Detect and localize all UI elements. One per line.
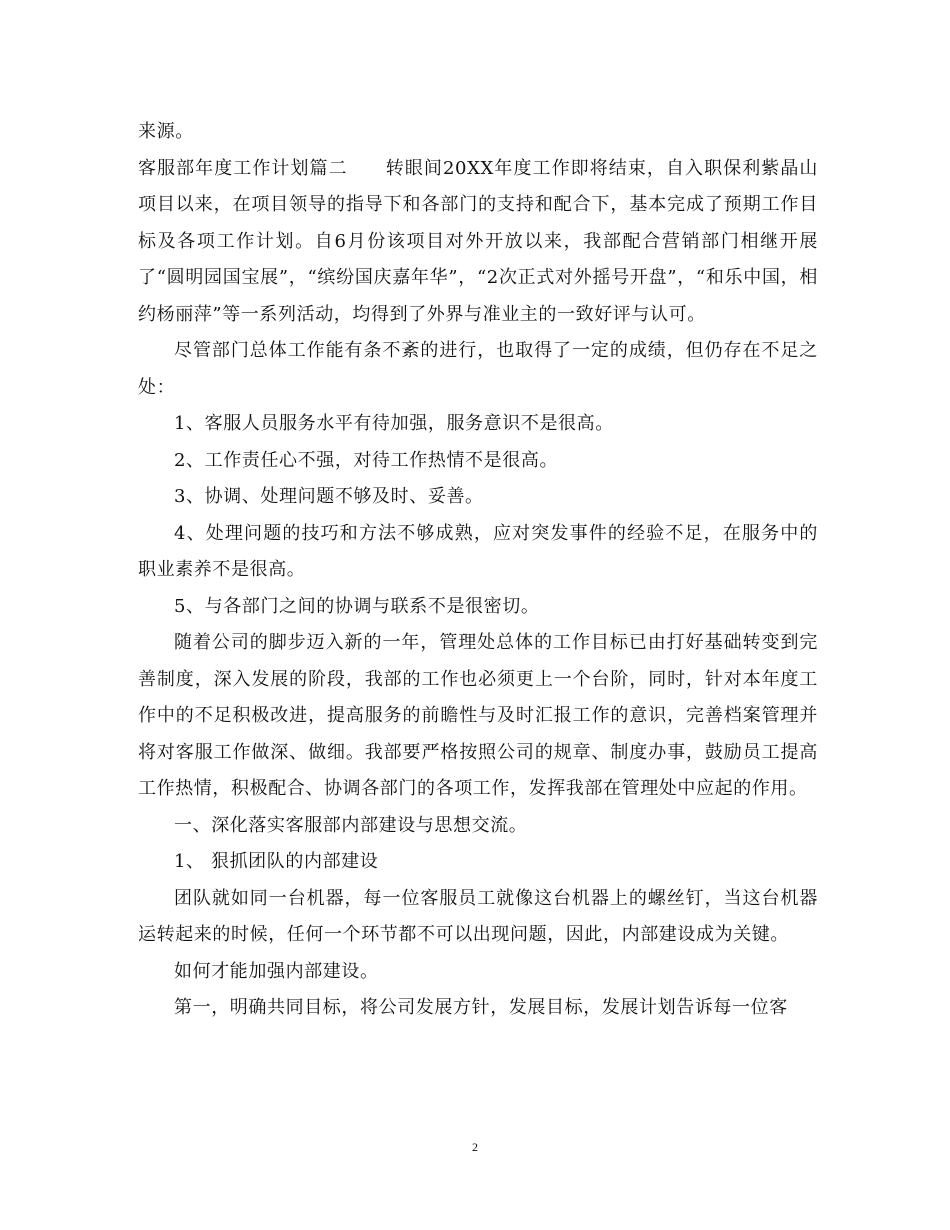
paragraph-4: 1、客服人员服务水平有待加强，服务意识不是很高。 <box>174 413 614 434</box>
document-body <box>138 114 818 1027</box>
paragraph-6: 3、协调、处理问题不够及时、妥善。 <box>174 486 484 507</box>
page-number: 2 <box>472 1140 478 1154</box>
paragraph-2: 客服部年度工作计划篇二 转眼间20XX年度工作即将结束，自入职保利紫晶山项目以来，在项目领导的指导下和各部门的支持和配合下，基本完成了预期工作目标及各项工作计划。自6月份该项目对外开放以来，我部配合营销部门相继开展了“圆明园国宝展”，“缤纷国庆嘉年华”，“2次正式对外摇号开盘”，“和乐中国，相约杨丽萍”等一系列活动，均得到了外界与准业主的一致好评与认可。 <box>138 157 818 325</box>
paragraph-1: 来源。 <box>138 121 194 142</box>
paragraph-14: 第一，明确共同目标，将公司发展方针，发展目标，发展计划告诉每一位客 <box>174 997 788 1018</box>
paragraph-8: 5、与各部门之间的协调与联系不是很密切。 <box>174 595 540 617</box>
paragraph-9: 随着公司的脚步迈入新的一年，管理处总体的工作目标已由打好基础转变到完善制度，深入发展的阶段，我部的工作也必须更上一个台阶，同时，针对本年度工作中的不足积极改进，提高服务的前瞻性与及时汇报工作的意识，完善档案管理并将对客服工作做深、做细。我部要严格按照公司的规章、制度办事，鼓励员工提高工作热情，积极配合、协调各部门的各项工作，发挥我部在管理处中应起的作用。 <box>138 632 818 799</box>
paragraph-3: 尽管部门总体工作能有条不紊的进行，也取得了一定的成绩，但仍存在不足之处： <box>138 340 818 398</box>
paragraph-12: 团队就如同一台机器，每一位客服员工就像这台机器上的螺丝钉，当这台机器运转起来的时候，任何一个环节都不可以出现问题，因此，内部建设成为关键。 <box>138 887 818 945</box>
paragraph-11: 1、 狠抓团队的内部建设 <box>174 851 379 872</box>
paragraph-10: 一、深化落实客服部内部建设与思想交流。 <box>174 814 528 836</box>
paragraph-7: 4、处理问题的技巧和方法不够成熟，应对突发事件的经验不足，在服务中的职业素养不是很高。 <box>138 522 818 580</box>
paragraph-13: 如何才能加强内部建设。 <box>174 960 379 982</box>
paragraph-5: 2、工作责任心不强，对待工作热情不是很高。 <box>174 449 559 471</box>
